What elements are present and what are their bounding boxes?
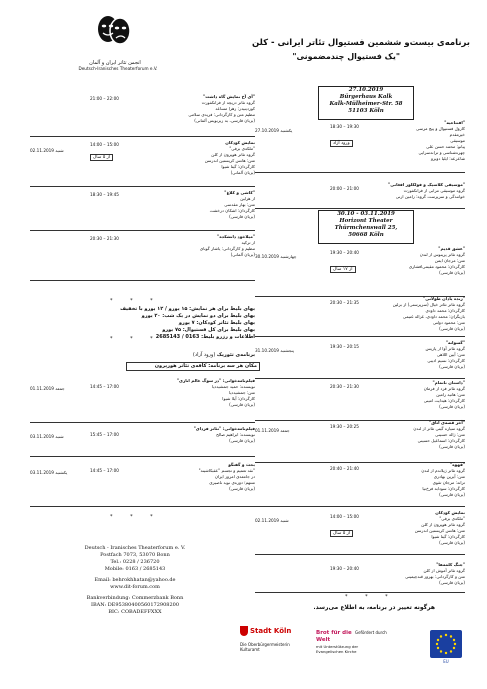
entry-time: 19:30 – 20:25 bbox=[330, 424, 359, 429]
entry-time: 20:30 – 21:30 bbox=[90, 236, 119, 241]
entry-line: ترانه: مرجان تقوی bbox=[432, 480, 465, 485]
brot-name: Brot für die Welt bbox=[316, 630, 352, 643]
entry-divider bbox=[255, 506, 465, 507]
theory-free-tag: (ورود آزاد) bbox=[192, 352, 216, 358]
entry-date: 02.11.2019 شنبه bbox=[30, 148, 64, 153]
entry-title: "داستان ناتمام" bbox=[432, 380, 465, 385]
contact-line: IBAN: DE95380400560172908200 bbox=[90, 602, 179, 608]
entry-title: "جنگ کلمه‌ها" bbox=[436, 562, 465, 567]
entry-line: کارگردان: گیتا شیوا bbox=[431, 534, 465, 539]
entry-text bbox=[155, 140, 255, 176]
entry-line: (بزبان فارسی) bbox=[229, 214, 255, 219]
contact-line: Mobile: 0163 / 2685143 bbox=[104, 566, 166, 572]
venue1-street: Kalk-Mülheimer-Str. 58 bbox=[329, 101, 403, 107]
entry-divider bbox=[30, 456, 255, 457]
entry-line: کارگردان: محمد داودی bbox=[425, 308, 465, 313]
entry-text bbox=[355, 380, 465, 410]
change-notice: هرگونه تغییر در برنامه، به اطلاع می‌رسد. bbox=[313, 604, 435, 611]
price-line: بهای بلیط تئاتر کودکان: ۷ یورو bbox=[178, 320, 255, 326]
contact-email[interactable]: Email: behrokhhatan@yahoo.de bbox=[94, 577, 176, 583]
entry-text bbox=[145, 378, 255, 408]
entry-time: 20:30 – 21:30 bbox=[330, 384, 359, 389]
entry-line: متن: هانس کریستین اندرسن bbox=[204, 158, 255, 163]
entry-title: نمایش کودکان bbox=[225, 140, 255, 145]
entry-line: (بزبان فارسی) bbox=[439, 540, 465, 545]
entry-line: کارگردان: اسماعیل حسینی bbox=[417, 438, 465, 443]
entry-title: "افتتاحیه" bbox=[444, 120, 465, 125]
entry-line: از ترکیه bbox=[241, 240, 255, 245]
entry-line: گروه تئاتر هوپرون از کلن bbox=[421, 522, 465, 527]
price-line: بهای بلیط برای هر نمایش: ۱۵ یورو / ۱۲ یورو با تخفیف bbox=[120, 306, 255, 312]
entry-time: 14:00 – 15:00 bbox=[90, 142, 119, 147]
entry-title: فیلم‌نامه‌خوانی: "در سوگ غالم اناری" bbox=[176, 378, 255, 383]
brot-fuer-die-welt-logo bbox=[316, 630, 364, 666]
separator-stars: * * * bbox=[345, 594, 396, 600]
price-line: بهای بلیط برای کل فستیوال: ۷۵ یورو bbox=[162, 327, 255, 333]
entry-time: 18:30 – 19:30 bbox=[330, 124, 359, 129]
entry-title: "میلاخود دانشکده" bbox=[217, 234, 255, 239]
entry-line: متن: ژاله حسینی bbox=[435, 432, 465, 437]
entry-line: متن: بهار مقدسی bbox=[224, 202, 255, 207]
entry-line: گروه تئاتر فرد از فرمان bbox=[423, 386, 465, 391]
entry-line: موسیقی bbox=[450, 138, 465, 143]
entry-title: بحث و گفتگو bbox=[228, 462, 255, 467]
entry-line: متن: هانیه رامین bbox=[436, 392, 465, 397]
brot-sub: mit Unterstützung der Evangelischen Kirche bbox=[316, 644, 359, 654]
entry-line: متن: مرجان ایمن bbox=[434, 258, 465, 263]
entry-date: 01.11.2019 جمعه bbox=[255, 428, 290, 433]
entry-time: 14:45 – 17:00 bbox=[90, 468, 119, 473]
koeln-crest-icon bbox=[240, 626, 248, 636]
entry-title: "موسیقی کلاسیک و فولکلور افغانی" bbox=[388, 182, 465, 187]
entry-line: "ملکه‌ی برفی" bbox=[229, 146, 255, 151]
entry-divider bbox=[255, 172, 465, 173]
venue2-street: Thürmchenswall 25, bbox=[334, 225, 398, 231]
entry-text bbox=[155, 94, 255, 124]
entry-time: 15:45 – 17:00 bbox=[90, 432, 119, 437]
venue1-date: 27.10.2019 bbox=[348, 87, 384, 93]
age-tag: از ۱۷ سال bbox=[330, 266, 356, 273]
entry-line: (بزبان فارسی) bbox=[439, 326, 465, 331]
eu-flag-logo bbox=[430, 630, 462, 664]
entry-line: گروه تئاتر تئاتر خیال (سرپرستی) از برلین bbox=[392, 302, 465, 307]
entry-line: گروه تئاتر آوا از پاریس bbox=[425, 346, 465, 351]
page-subtitle: "یک فستیوال چندمضمونی" bbox=[292, 52, 400, 61]
entry-line: گروه سیاره گیتی تئاتر از لندن bbox=[413, 426, 465, 431]
entry-line: (بزبان فارسی) bbox=[229, 486, 255, 491]
entry-text bbox=[355, 120, 465, 162]
entry-line: (بزبان فارسی) bbox=[229, 402, 255, 407]
entry-line: (بزبان فارسی) bbox=[439, 580, 465, 585]
entry-text bbox=[355, 246, 465, 276]
age-tag: از ۵ سال bbox=[330, 530, 353, 537]
entry-text bbox=[155, 190, 255, 220]
entry-divider bbox=[30, 280, 255, 281]
entry-line: بازیگران: محمد داودی، غزاله غنیمی bbox=[402, 314, 465, 319]
entry-line: خیرمقدم bbox=[449, 132, 465, 137]
page-title: برنامه‌ی بیست‌و ششمین فستیوال تئاتر ایرانی - کلن bbox=[252, 38, 470, 48]
contact-line: Tel.: 0228 / 236720 bbox=[110, 559, 160, 565]
contact-line: BIC: COBADEFFXXX bbox=[108, 609, 162, 615]
entry-line: کارگردان: هیدایت امینی bbox=[423, 398, 465, 403]
entry-time: 20:30 – 21:35 bbox=[330, 300, 359, 305]
entry-text bbox=[155, 234, 255, 258]
gefoerdert-label: Gefördert durch bbox=[355, 630, 387, 635]
theatre-masks-logo bbox=[95, 14, 133, 58]
entry-text bbox=[355, 340, 465, 370]
stadt-koeln-logo bbox=[240, 626, 300, 666]
entry-line: (بزبان فارسی، به‌ زیرنویس آلمانی) bbox=[194, 118, 255, 123]
contact-line: Postfach 7073, 53070 Bonn bbox=[100, 552, 170, 558]
entry-time: 14:45 – 17:00 bbox=[90, 384, 119, 389]
entry-title: فیلم‌نامه‌خوانی: "تئاتر فردای" bbox=[193, 426, 255, 431]
entry-line: گروه تئاتر آموش از کلن bbox=[423, 568, 465, 573]
entry-line: (بزبان فارسی) bbox=[439, 364, 465, 369]
entry-line: گروه موسیقی مرابی از فرانکفورت bbox=[403, 188, 465, 193]
entry-time: 19:30 – 20:40 bbox=[330, 250, 359, 255]
entry-line: کارگردان: آیلا شیوا bbox=[222, 396, 255, 401]
entry-text bbox=[355, 420, 465, 450]
entry-time: 18:30 – 19:45 bbox=[90, 192, 119, 197]
entry-divider bbox=[30, 422, 255, 423]
entry-text bbox=[145, 426, 255, 444]
contact-website[interactable]: www.dit-forum.com bbox=[110, 584, 160, 590]
entry-line: گروه تئاتر دریچه از فرانکفورت bbox=[201, 100, 255, 105]
entry-text bbox=[355, 182, 465, 200]
entry-title: "گسوانه" bbox=[445, 340, 465, 345]
entry-line: "نقد تعمیم و تجسم "عقبکاشینه" bbox=[198, 468, 255, 473]
entry-line: کارگردان: سودابه فرخ‌نیا bbox=[422, 486, 465, 491]
entry-divider bbox=[255, 592, 465, 593]
theory-title: برنامه‌ی تئوریک bbox=[216, 352, 255, 358]
entry-line: کارگردان: اشکان درخشت bbox=[209, 208, 255, 213]
entry-divider bbox=[30, 506, 255, 507]
entry-time: 20:40 – 21:40 bbox=[330, 466, 359, 471]
eu-stars-icon bbox=[430, 630, 462, 658]
entry-text bbox=[355, 562, 465, 586]
entry-line: از هرلین bbox=[240, 196, 255, 201]
entry-line: گروه تئاتر پرینوس از لندن bbox=[419, 252, 465, 257]
entry-line: نویسنده: ابراهیم صالح bbox=[216, 432, 255, 437]
price-line: اطلاعات و رزرو بلیط: 0163 / 2685143 bbox=[155, 334, 255, 340]
entry-line: متن: آیرین بهادری bbox=[433, 474, 465, 479]
entry-line: (بزبان فارسی) bbox=[439, 492, 465, 497]
entry-line: منتهم؛ دوره‌ی نوید ناصیری bbox=[209, 480, 255, 485]
entry-title: "آی آخ نمایش گاه داشت" bbox=[203, 94, 255, 99]
entry-text bbox=[355, 296, 465, 332]
entry-date: 02.11.2019 شنبه bbox=[255, 518, 289, 523]
entry-date: 31.10.2019 پنجشنبه bbox=[255, 348, 294, 353]
venue-box-1 bbox=[318, 86, 414, 120]
entry-text bbox=[145, 462, 255, 492]
entry-line: (بزبان فارسی) bbox=[439, 404, 465, 409]
entry-time: 21:00 – 22:00 bbox=[90, 96, 119, 101]
entry-title: "زنده یادان طولانی" bbox=[423, 296, 465, 301]
entry-line: گروه تئاتر ژیلاندم از لندن bbox=[421, 468, 465, 473]
contact-line: Bankverbindung: Commerzbank Bonn bbox=[86, 595, 184, 601]
entry-line: شاعرعه: ایلیا دوبرو bbox=[430, 156, 465, 161]
entry-date: 03.11.2019 شنبه bbox=[30, 434, 64, 439]
entry-divider bbox=[255, 208, 465, 209]
entry-line: کارگردان: محمود مقیمی‌افشاری bbox=[408, 264, 465, 269]
entry-line: تنظیم و کارگردانی: یاشار گوبای bbox=[199, 246, 255, 251]
entry-line: نویسنده: حمید جمشید‌دیا bbox=[212, 384, 255, 389]
entry-time: 20:00 – 21:00 bbox=[330, 186, 359, 191]
entry-line: "ملکه‌ی برفی" bbox=[439, 516, 465, 521]
entry-line: خوانندگی و سرپرست گروه: رامین ارنی bbox=[395, 194, 465, 199]
stadt-koeln-name: Stadt Köln bbox=[250, 627, 292, 635]
entry-divider bbox=[30, 186, 255, 187]
entry-date: 30.10.2019 چهارشنبه bbox=[255, 254, 297, 259]
entry-line: کارول فستیوال و پیچ مرسی bbox=[415, 126, 465, 131]
price-block bbox=[60, 306, 255, 341]
entry-line: متن و کارگردانی: بهروز قندچیمینی bbox=[405, 574, 465, 579]
entry-line: (بزبان فارسی) bbox=[439, 444, 465, 449]
entry-title: نمایش کودکان bbox=[435, 510, 465, 515]
entry-title: "آخر قصه‌ی اتاق" bbox=[429, 420, 465, 425]
entry-line: پیانو: محمد حسن علی bbox=[426, 144, 465, 149]
entry-date: 03.11.2019 یکشنبه bbox=[30, 470, 68, 475]
entry-time: 19:30 – 20:40 bbox=[330, 566, 359, 571]
entry-line: متن: جمشید‌دیا bbox=[229, 390, 255, 395]
separator-stars: * * * bbox=[110, 336, 161, 342]
venue2-name: Horizont Theater bbox=[339, 218, 393, 224]
entry-line: متن: آیین اللاهی bbox=[436, 352, 465, 357]
venue1-name: Bürgerhaus Kalk bbox=[339, 94, 393, 100]
stadt-koeln-sub: Die Oberbürgermeisterin Kulturamt bbox=[240, 642, 290, 652]
theory-location: مکان هر سه برنامه: کافه‌ی تئاتر هورپرون bbox=[154, 363, 257, 369]
entry-divider bbox=[255, 378, 465, 379]
org-name-de: Deutsch-Iranisches Theaterforum e.V. bbox=[78, 66, 158, 71]
venue-box-2 bbox=[318, 210, 414, 244]
entry-line: تنظیم متن و کارگردانی: فریدی سلامی bbox=[188, 112, 255, 117]
entry-line: متن: محمود دولتی bbox=[432, 320, 465, 325]
entry-title: "قهوه" bbox=[450, 462, 465, 467]
entry-line: (بزبان آلمانی) bbox=[230, 170, 255, 175]
entry-date: 01.11.2019 جمعه bbox=[30, 386, 65, 391]
entry-text bbox=[355, 510, 465, 546]
entry-time: 14:00 – 15:00 bbox=[330, 514, 359, 519]
entry-line: متن: هانس کریستین اندرسن bbox=[414, 528, 465, 533]
age-tag: از ۵ سال bbox=[90, 154, 113, 161]
entry-line: در جامعه‌ی امروز ایران bbox=[214, 474, 255, 479]
venue2-city: 50668 Köln bbox=[348, 232, 384, 238]
entry-title: "کاشی و کلاغ" bbox=[224, 190, 255, 195]
entry-divider bbox=[255, 336, 465, 337]
entry-text bbox=[355, 462, 465, 498]
entry-line: (بزبان فارسی) bbox=[439, 270, 465, 275]
contact-block bbox=[60, 545, 210, 616]
theory-heading bbox=[110, 352, 255, 359]
separator-stars: * * * bbox=[110, 514, 161, 520]
entry-title: "عشق قدیم" bbox=[438, 246, 465, 251]
entry-date: 27.10.2019 یکشنبه bbox=[255, 128, 293, 133]
entry-line: (بزبان آلمانی) bbox=[230, 252, 255, 257]
entry-line: کارگردان: نسیم ادیبی bbox=[427, 358, 465, 363]
venue2-date: 30.10 - 03.11.2019 bbox=[337, 211, 395, 217]
entry-divider bbox=[30, 136, 255, 137]
entry-line: (بزبان فارسی) bbox=[229, 438, 255, 443]
entry-divider bbox=[255, 554, 465, 555]
entry-time: 19:30 – 20:15 bbox=[330, 344, 359, 349]
theory-location-box bbox=[126, 362, 260, 371]
entry-line: کوردینیدر: زهرا مساعد bbox=[215, 106, 255, 111]
entry-line: کارگردان: گیتا شیوا bbox=[221, 164, 255, 169]
entry-line: چهره‌شناسی و ترانه‌سرایی bbox=[418, 150, 465, 155]
age-tag: ورود آزاد bbox=[330, 140, 353, 147]
contact-line: Deutsch - Iranisches Theaterforum e. V. bbox=[84, 545, 186, 551]
org-name-fa: انجمن تئاتر ایران و آلمان bbox=[89, 60, 141, 66]
price-line: بهای بلیط برای دو نمایش در یک شب: ۲۰ یورو bbox=[141, 313, 255, 319]
separator-stars: * * * bbox=[110, 298, 161, 304]
entry-line: گروه تئاتر هوپرون از کلن bbox=[211, 152, 255, 157]
entry-divider bbox=[30, 230, 255, 231]
venue1-city: 51103 Köln bbox=[348, 108, 384, 114]
eu-label: EU bbox=[443, 659, 449, 664]
